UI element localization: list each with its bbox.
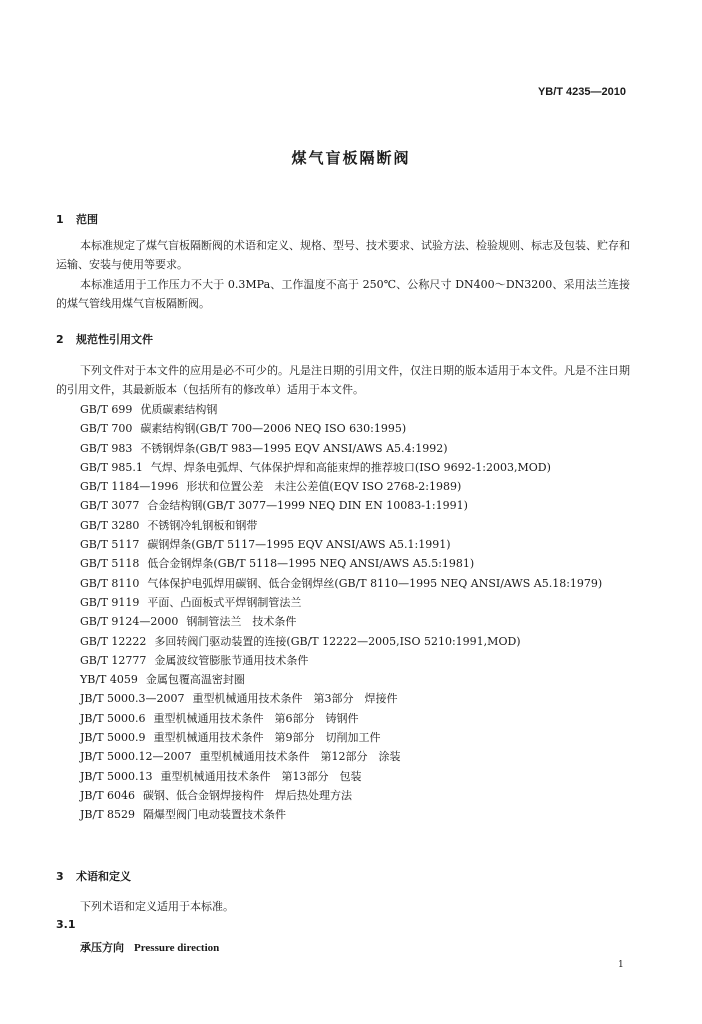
reference-item: JB/T 5000.13 重型机械通用技术条件 第13部分 包装: [80, 769, 362, 783]
section-2-number: 2: [56, 333, 64, 346]
scope-paragraph-1: 本标准规定了煤气盲板隔断阀的术语和定义、规格、型号、技术要求、试验方法、检验规则、标志及包装、贮存和运输、安装与使用等要求。: [56, 239, 630, 271]
scope-paragraph-2: 本标准适用于工作压力不大于 0.3MPa、工作温度不高于 250℃、公称尺寸 DN400～DN3200、采用法兰连接的煤气管线用煤气盲板隔断阀。: [56, 278, 630, 310]
reference-item: YB/T 4059 金属包覆高温密封圈: [80, 673, 245, 687]
reference-item: GB/T 700 碳素结构钢(GB/T 700—2006 NEQ ISO 630:1995): [80, 422, 407, 436]
reference-item: JB/T 5000.6 重型机械通用技术条件 第6部分 铸钢件: [80, 711, 359, 725]
section-3-number: 3: [56, 870, 64, 883]
term-3-1: [80, 939, 219, 955]
reference-item: JB/T 8529 隔爆型阀门电动装置技术条件: [80, 808, 287, 822]
section-3-heading: [56, 868, 131, 884]
reference-item: JB/T 5000.12—2007 重型机械通用技术条件 第12部分 涂装: [80, 750, 401, 764]
reference-item: GB/T 9124—2000 钢制管法兰 技术条件: [80, 615, 297, 629]
term-en: Pressure direction: [134, 942, 220, 954]
reference-item: GB/T 9119 平面、凸面板式平焊钢制管法兰: [80, 595, 302, 609]
reference-item: JB/T 6046 碳钢、低合金钢焊接构件 焊后热处理方法: [80, 788, 353, 802]
clause-3-1-number: 3.1: [56, 918, 76, 931]
reference-list: [80, 400, 640, 825]
section-1-number: 1: [56, 213, 64, 226]
reference-item: GB/T 3077 合金结构钢(GB/T 3077—1999 NEQ DIN EN 10083-1:1991): [80, 499, 468, 513]
standard-number: YB/T 4235—2010: [537, 86, 626, 98]
reference-item: JB/T 5000.3—2007 重型机械通用技术条件 第3部分 焊接件: [80, 692, 398, 706]
reference-item: GB/T 12222 多回转阀门驱动装置的连接(GB/T 12222—2005,ISO 5210:1991,MOD): [80, 634, 521, 648]
reference-item: GB/T 983 不锈钢焊条(GB/T 983—1995 EQV ANSI/AWS A5.4:1992): [80, 441, 448, 455]
reference-item: GB/T 1184—1996 形状和位置公差 未注公差值(EQV ISO 2768-2:1989): [80, 480, 462, 494]
section-1-heading: [56, 211, 98, 227]
reference-item: GB/T 5117 碳钢焊条(GB/T 5117—1995 EQV ANSI/AWS A5.1:1991): [80, 538, 451, 552]
references-intro: 下列文件对于本文件的应用是必不可少的。凡是注日期的引用文件，仅注日期的版本适用于本文件。凡是不注日期的引用文件，其最新版本（包括所有的修改单）适用于本文件。: [56, 364, 630, 396]
reference-item: GB/T 5118 低合金钢焊条(GB/T 5118—1995 NEQ ANSI/AWS A5.5:1981): [80, 557, 475, 571]
reference-item: JB/T 5000.9 重型机械通用技术条件 第9部分 切削加工件: [80, 731, 381, 745]
reference-item: GB/T 12777 金属波纹管膨胀节通用技术条件: [80, 653, 309, 667]
section-3-title: 术语和定义: [76, 870, 131, 883]
terms-intro: 下列术语和定义适用于本标准。: [80, 900, 234, 913]
reference-item: GB/T 3280 不锈钢冷轧钢板和钢带: [80, 518, 258, 532]
section-2-title: 规范性引用文件: [76, 333, 153, 346]
reference-item: GB/T 8110 气体保护电弧焊用碳钢、低合金钢焊丝(GB/T 8110—1995 NEQ ANSI/AWS A5.18:1979): [80, 576, 603, 590]
term-cn: 承压方向: [80, 941, 124, 954]
section-2-heading: [56, 331, 153, 347]
reference-item: GB/T 699 优质碳素结构钢: [80, 403, 218, 416]
document-title: 煤气盲板隔断阀: [291, 149, 411, 167]
section-1-title: 范围: [76, 213, 98, 226]
reference-item: GB/T 985.1 气焊、焊条电弧焊、气体保护焊和高能束焊的推荐坡口(ISO 9692-1:2003,MOD): [80, 460, 551, 474]
page-number: 1: [618, 960, 624, 970]
